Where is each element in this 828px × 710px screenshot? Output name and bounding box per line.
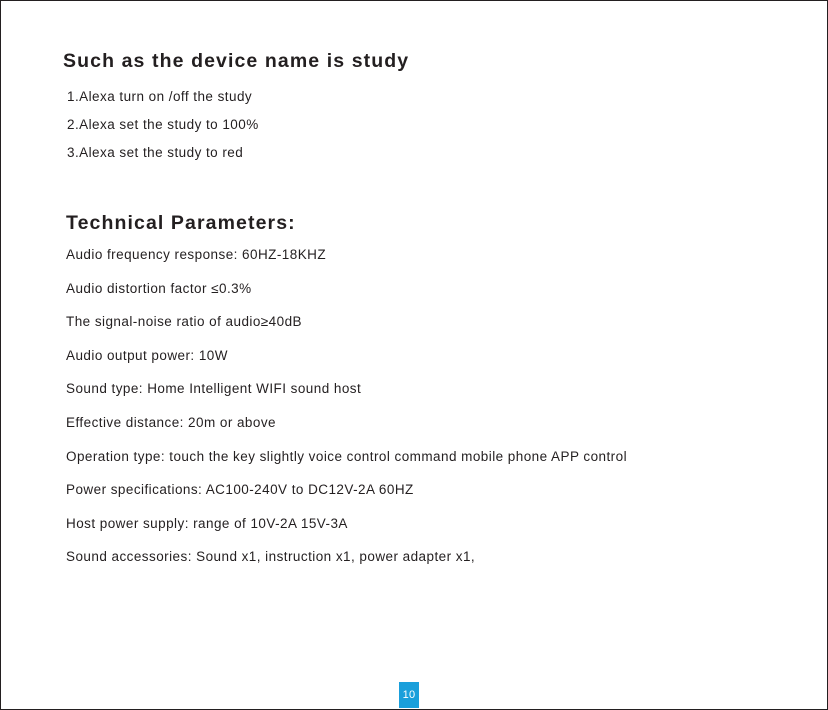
parameter-signal-noise-ratio: The signal-noise ratio of audio≥40dB xyxy=(66,314,302,330)
parameter-audio-frequency: Audio frequency response: 60HZ-18KHZ xyxy=(66,247,327,262)
technical-parameters-list xyxy=(66,247,627,583)
example-command: 3.Alexa set the study to red xyxy=(67,145,244,160)
example-command: 2.Alexa set the study to 100% xyxy=(67,117,259,132)
page-number-badge: 10 xyxy=(399,682,419,708)
parameter-output-power: Audio output power: 10W xyxy=(66,347,228,363)
parameter-sound-type: Sound type: Home Intelligent WIFI sound host xyxy=(66,381,362,397)
technical-parameters-title: Technical Parameters: xyxy=(66,212,296,234)
parameter-audio-distortion: Audio distortion factor ≤0.3% xyxy=(66,280,252,296)
parameter-sound-accessories: Sound accessories: Sound x1, instruction x1, power adapter x1, xyxy=(66,549,476,565)
parameter-operation-type: Operation type: touch the key slightly voice control command mobile phone APP control xyxy=(66,448,628,464)
parameter-effective-distance: Effective distance: 20m or above xyxy=(66,414,277,430)
parameter-host-power-supply: Host power supply: range of 10V-2A 15V-3A xyxy=(66,515,348,531)
parameter-power-specifications: Power specifications: AC100-240V to DC12V-2A 60HZ xyxy=(66,482,414,498)
example-title: Such as the device name is study xyxy=(63,50,410,72)
example-command: 1.Alexa turn on /off the study xyxy=(67,89,253,104)
example-command-list xyxy=(67,89,259,173)
